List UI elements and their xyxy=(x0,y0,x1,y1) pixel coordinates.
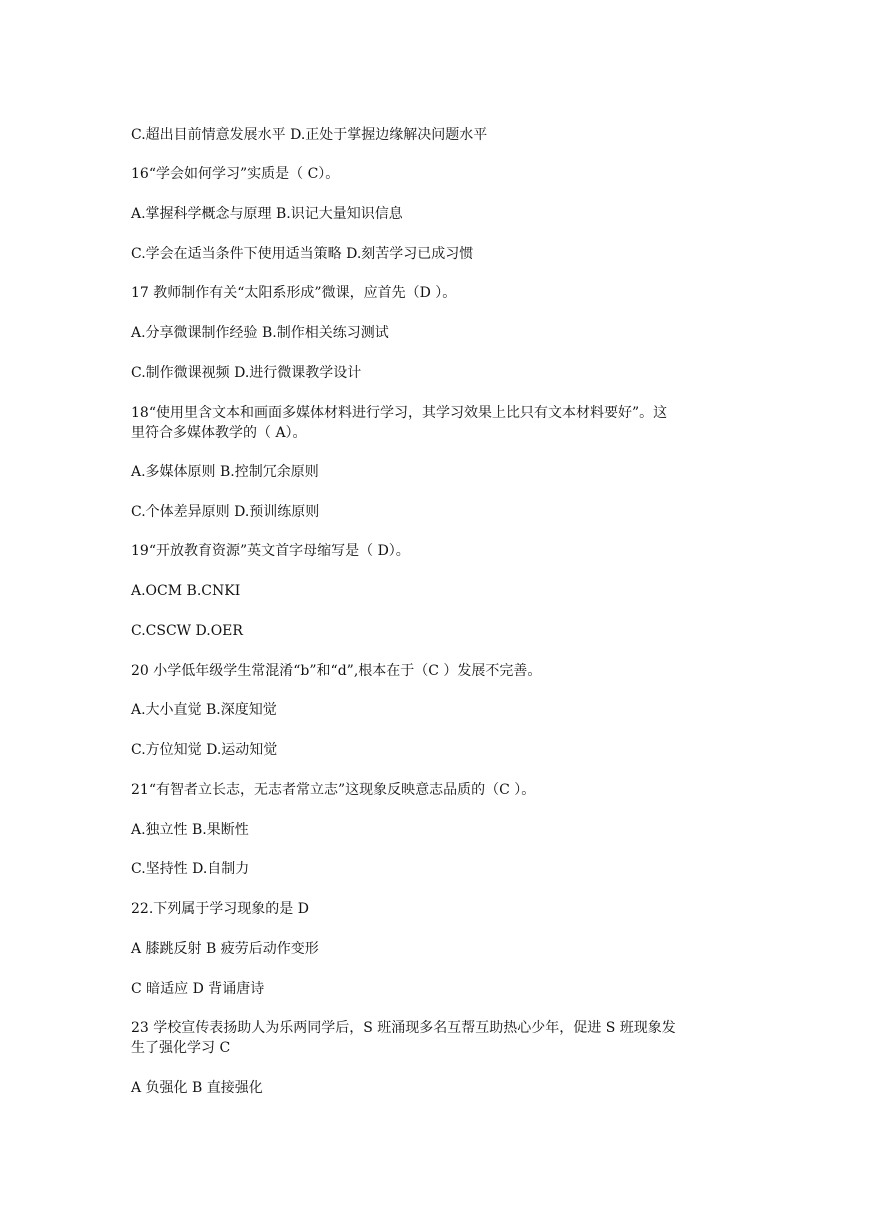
text-line: C 暗适应 D 背诵唐诗 xyxy=(131,981,265,997)
question-21: 21“有智者立长志，无志者常立志”这现象反映意志品质的（C ）。 xyxy=(131,782,536,798)
question-16: 16“学会如何学习”实质是（ C）。 xyxy=(131,166,340,182)
text-line: C.超出目前情意发展水平 D.正处于掌握边缘解决问题水平 xyxy=(131,127,488,143)
text-line: C.学会在适当条件下使用适当策略 D.刻苦学习已成习惯 xyxy=(131,246,474,262)
text-line: A.独立性 B.果断性 xyxy=(131,822,249,838)
question-20: 20 小学低年级学生常混淆“b”和“d”,根本在于（C ）发展不完善。 xyxy=(131,663,542,679)
text-line: A.大小直觉 B.深度知觉 xyxy=(131,702,277,718)
question-19: 19“开放教育资源”英文首字母缩写是（ D）。 xyxy=(131,543,410,559)
text-line: A.掌握科学概念与原理 B.识记大量知识信息 xyxy=(131,206,403,222)
text-line: C.制作微课视频 D.进行微课教学设计 xyxy=(131,365,362,381)
question-17: 17 教师制作有关“太阳系形成”微课，应首先（D ）。 xyxy=(131,285,457,301)
question-22: 22.下列属于学习现象的是 D xyxy=(131,901,309,917)
text-line: A.多媒体原则 B.控制冗余原则 xyxy=(131,464,319,480)
text-line: A.OCM B.CNKI xyxy=(131,583,241,599)
question-18-continued: 里符合多媒体教学的（ A）。 xyxy=(131,425,307,441)
text-line: C.坚持性 D.自制力 xyxy=(131,861,250,877)
question-23: 23 学校宣传表扬助人为乐两同学后，S 班涌现多名互帮互助热心少年，促进 S 班现象发 xyxy=(131,1020,676,1036)
text-line: C.CSCW D.OER xyxy=(131,623,243,639)
text-line: A 膝跳反射 B 疲劳后动作变形 xyxy=(131,941,319,957)
text-line: C.个体差异原则 D.预训练原则 xyxy=(131,504,320,520)
text-line: A 负强化 B 直接强化 xyxy=(131,1080,263,1096)
text-line: A.分享微课制作经验 B.制作相关练习测试 xyxy=(131,325,389,341)
text-line: C.方位知觉 D.运动知觉 xyxy=(131,742,278,758)
question-18: 18“使用里含文本和画面多媒体材料进行学习，其学习效果上比只有文本材料要好”。这 xyxy=(131,405,668,421)
question-23-continued: 生了强化学习 C xyxy=(131,1040,231,1056)
